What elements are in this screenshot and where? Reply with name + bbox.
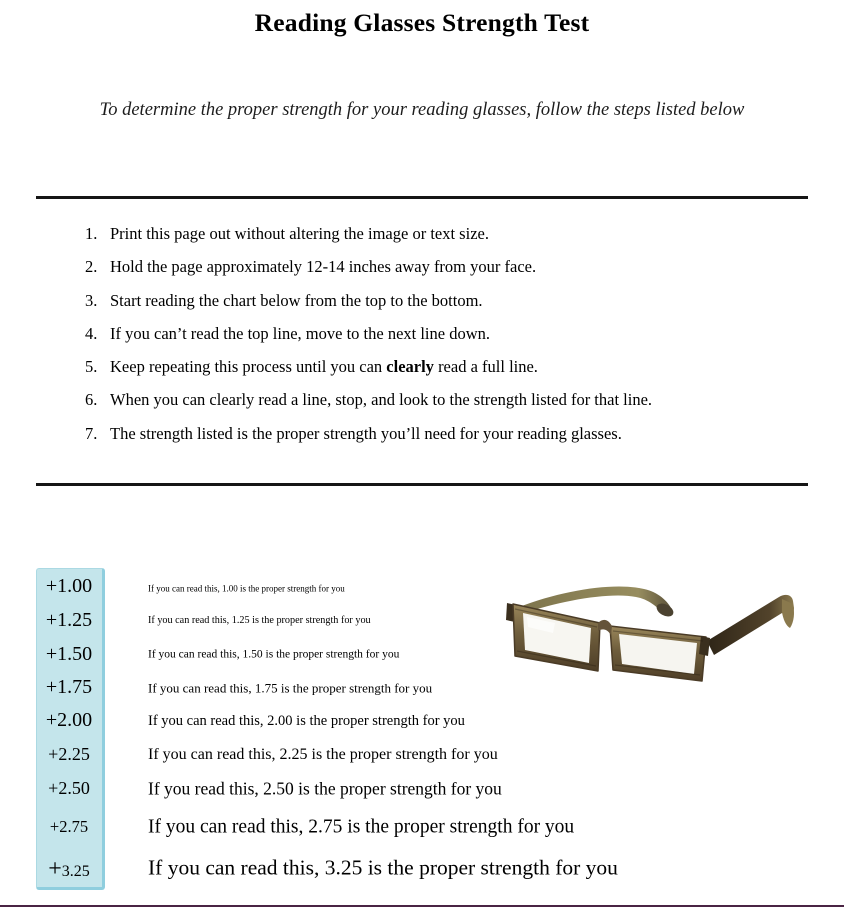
step-item bbox=[85, 224, 652, 244]
strength-value: +1.25 bbox=[45, 609, 93, 631]
strength-digits: 3.25 bbox=[61, 863, 90, 880]
reading-line: If you can read this, 2.75 is the proper strength for you bbox=[148, 816, 575, 838]
step-item bbox=[85, 291, 652, 311]
reading-line: If you can read this, 1.25 is the proper strength for you bbox=[148, 614, 371, 626]
strength-value: +1.75 bbox=[45, 676, 93, 698]
strength-value bbox=[36, 857, 102, 881]
step-text-bold: clearly bbox=[386, 357, 434, 377]
step-item bbox=[85, 390, 652, 410]
strength-value: +2.25 bbox=[48, 744, 90, 764]
steps-list bbox=[85, 224, 652, 457]
step-item bbox=[85, 257, 652, 277]
page-title: Reading Glasses Strength Test bbox=[254, 8, 590, 37]
step-number: 1. bbox=[85, 224, 98, 243]
divider-bottom bbox=[36, 483, 808, 486]
reading-line: If you read this, 2.50 is the proper strength for you bbox=[148, 778, 502, 799]
step-item bbox=[85, 324, 652, 344]
step-number: 7. bbox=[85, 423, 98, 443]
step-number: 4. bbox=[85, 323, 98, 343]
step-text: Hold the page approximately 12-14 inches away from your face. bbox=[110, 257, 537, 277]
footer-rule bbox=[0, 905, 844, 907]
step-number: 5. bbox=[85, 357, 98, 377]
step-text: Start reading the chart below from the top to the bottom. bbox=[110, 290, 483, 310]
step-text: The strength listed is the proper strength you’ll need for your reading glasses. bbox=[110, 423, 622, 443]
reading-line: If you can read this, 1.50 is the proper strength for you bbox=[148, 648, 400, 661]
reading-line: If you can read this, 2.25 is the proper strength for you bbox=[148, 746, 498, 763]
step-item bbox=[85, 357, 652, 377]
reading-line: If you can read this, 1.75 is the proper strength for you bbox=[148, 680, 433, 696]
reading-line: If you can read this, 2.00 is the proper strength for you bbox=[148, 712, 465, 729]
step-number: 2. bbox=[85, 257, 98, 277]
strength-value: +2.50 bbox=[48, 778, 90, 798]
step-text-post: read a full line. bbox=[433, 357, 538, 377]
subtitle: To determine the proper strength for your reading glasses, follow the steps listed below bbox=[99, 100, 745, 120]
step-number: 3. bbox=[85, 290, 98, 310]
step-text: Print this page out without altering the image or text size. bbox=[110, 224, 489, 243]
strength-value: +2.00 bbox=[45, 709, 93, 731]
strength-value: +1.50 bbox=[45, 643, 93, 665]
reading-glasses-photo bbox=[495, 563, 805, 695]
step-text bbox=[110, 357, 538, 377]
reading-line: If you can read this, 3.25 is the proper strength for you bbox=[148, 855, 618, 880]
divider-top bbox=[36, 196, 808, 199]
strength-value: +2.75 bbox=[49, 816, 89, 836]
step-item bbox=[85, 424, 652, 444]
strength-plus-sign: + bbox=[48, 856, 62, 882]
reading-line: If you can read this, 1.00 is the proper strength for you bbox=[148, 583, 345, 594]
step-text-pre: Keep repeating this process until you can bbox=[110, 357, 387, 377]
step-text: When you can clearly read a line, stop, and look to the strength listed for that line. bbox=[110, 390, 653, 410]
strength-value: +1.00 bbox=[45, 575, 93, 597]
step-number: 6. bbox=[85, 390, 98, 410]
step-text: If you can’t read the top line, move to the next line down. bbox=[110, 323, 491, 343]
